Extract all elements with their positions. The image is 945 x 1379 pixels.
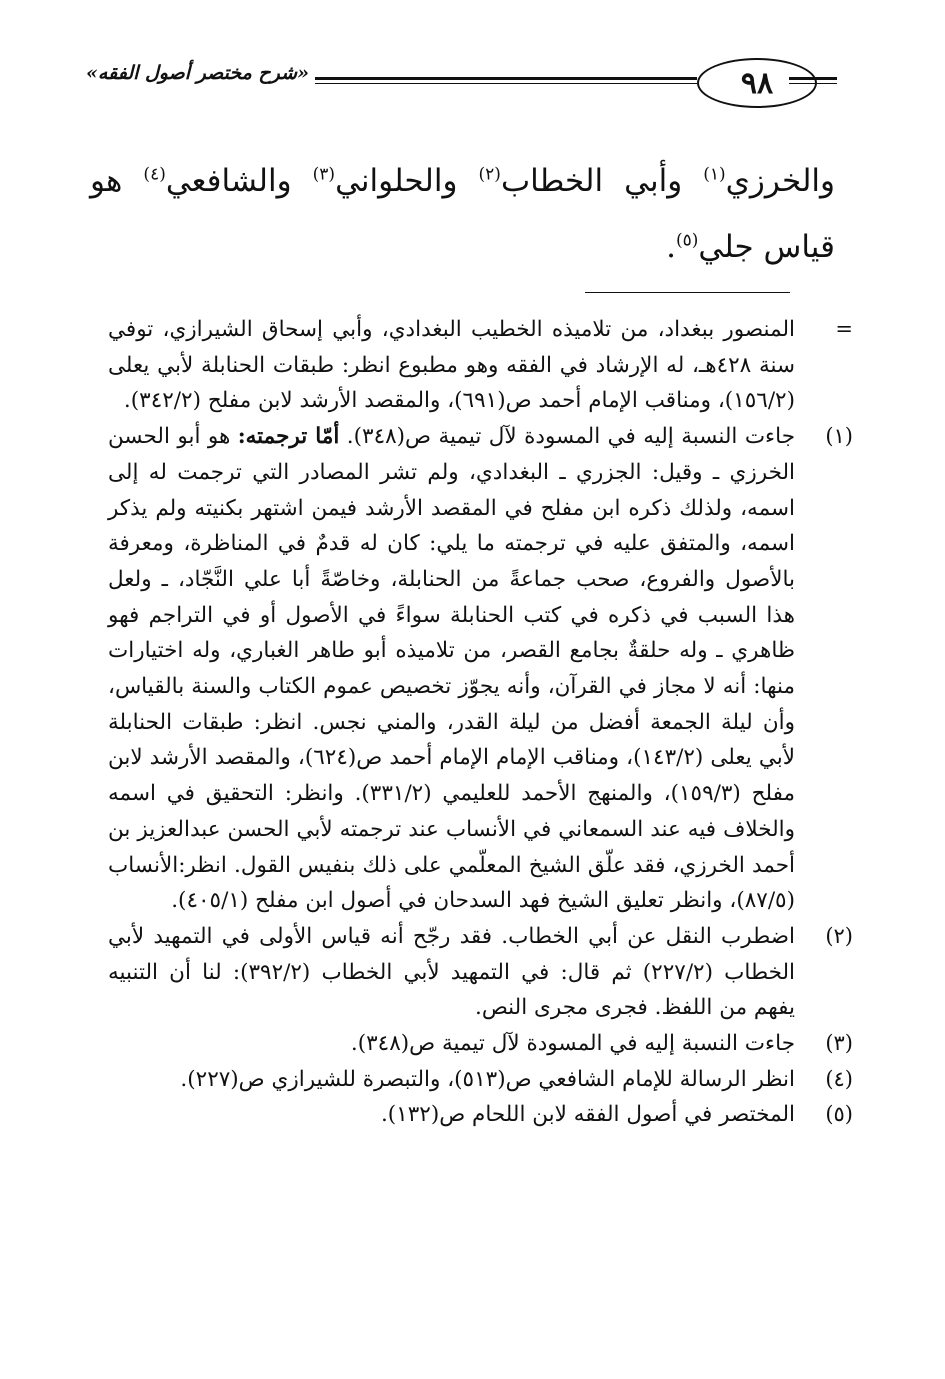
footnote-ref-2[interactable]: (٢) xyxy=(478,164,501,185)
footnote-marker: (٥) xyxy=(825,1102,853,1127)
footnote-text: اضطرب النقل عن أبي الخطاب. فقد رجّح أنه قياس الأولى في التمهيد لأبي الخطاب (٢٢٧/٢) ثم قال: في التمهيد لأبي الخطاب (٣٩٢/٢): لنا أن التنبيه يفهم من اللفظ. فجرى مجرى النص. xyxy=(108,923,795,1021)
footnote-4 xyxy=(108,1062,853,1098)
page-header xyxy=(85,52,837,116)
footnote-text-part: جاءت النسبة إليه في المسودة لآل تيمية ص(٣٤٨). xyxy=(339,424,796,450)
footnote-ref-1[interactable]: (١) xyxy=(703,164,726,185)
text-segment: والخرزي xyxy=(725,163,836,199)
text-segment: والشافعي xyxy=(165,163,313,199)
main-paragraph xyxy=(90,148,835,280)
footnote-ref-4[interactable]: (٤) xyxy=(143,164,166,185)
footnote-continuation xyxy=(108,312,853,419)
footnote-1 xyxy=(108,419,853,919)
main-text xyxy=(90,148,835,280)
footnote-ref-3[interactable]: (٣) xyxy=(312,164,336,185)
footnote-text: المنصور ببغداد، من تلاميذه الخطيب البغدادي، وأبي إسحاق الشيرازي، توفي سنة ٤٢٨هـ، له الإرشاد في الفقه وهو مطبوع انظر: طبقات الحنابلة لأبي يعلى (١٥٦/٢)، ومناقب الإمام أحمد ص(٦٩١)، والمقصد الأرشد لابن مفلح (٣٤٢/٢). xyxy=(108,317,795,414)
footnote-marker: = xyxy=(835,317,853,341)
footnote-bold-label: أمّا ترجمته: xyxy=(237,424,340,450)
text-segment: . xyxy=(666,229,676,265)
footnote-text xyxy=(108,419,795,919)
footnote-3 xyxy=(108,1026,853,1062)
footnotes xyxy=(108,312,853,1133)
running-title: «شرح مختصر أصول الفقه» xyxy=(86,62,309,84)
footnote-2 xyxy=(108,919,853,1026)
footnote-separator xyxy=(585,292,790,293)
footnote-text: انظر الرسالة للإمام الشافعي ص(٥١٣)، والتبصرة للشيرازي ص(٢٢٧). xyxy=(180,1066,795,1092)
footnote-marker: (٢) xyxy=(825,923,853,948)
footnote-ref-5[interactable]: (٥) xyxy=(675,230,699,251)
page-number: ٩٨ xyxy=(697,58,817,108)
footnote-5 xyxy=(108,1097,853,1133)
footnote-marker: (٤) xyxy=(825,1066,853,1091)
footnote-text-part: هو أبو الحسن الخرزي ـ وقيل: الجزري ـ البغدادي، ولم تشر المصادر التي ترجمت له إلى اسمه، ولذلك ذكره ابن مفلح في المقصد الأرشد فيمن اشتهر بكنيته ولم يذكر اسمه، والمتفق عليه في ترجمته ما يلي: كان له قدمٌ في المناظرة، ومعرفة بالأصول والفروع، صحب جماعةً من الحنابلة، وخاصّةً أبا علي النَّجّاد، ـ ولعل هذا السبب في ذكره في كتب الحنابلة سواءً في الأصول أو في التراجم فهو ظاهري ـ وله حلقةٌ بجامع القصر، من تلاميذه أبو طاهر الغباري، وله اختيارات منها: أنه لا مجاز في القرآن، وأنه يجوّز تخصيص عموم الكتاب والسنة بالقياس، وأن ليلة الجمعة أفضل من ليلة القدر، والمني نجس. انظر: طبقات الحنابلة لأبي يعلى (١٤٣/٢)، ومناقب الإمام الإمام أحمد ص(٦٢٤)، والمقصد الأرشد لابن مفلح (١٥٩/٣)، والمنهج الأحمد للعليمي (٣٣١/٢). وانظر: التحقيق في اسمه والخلاف فيه عند السمعاني في الأنساب عند ترجمته لأبي الحسن عبدالعزيز بن أحمد الخرزي، فقد علّق الشيخ المعلّمي على ذلك بنفيس القول. انظر:الأنساب (٨٧/٥)، وانظر تعليق الشيخ فهد السدحان في أصول ابن مفلح (٤٠٥/١). xyxy=(108,424,795,914)
text-segment: والحلواني xyxy=(335,163,479,199)
header-rule-left xyxy=(315,77,697,84)
text-segment: وأبي الخطاب xyxy=(500,163,704,199)
text-segment: هو قياس جلي xyxy=(90,163,835,265)
footnote-text: جاءت النسبة إليه في المسودة لآل تيمية ص(٣٤٨). xyxy=(350,1031,795,1057)
footnote-text: المختصر في أصول الفقه لابن اللحام ص(١٣٢). xyxy=(380,1102,795,1128)
footnote-marker: (١) xyxy=(825,424,853,449)
footnote-marker: (٣) xyxy=(825,1031,853,1056)
